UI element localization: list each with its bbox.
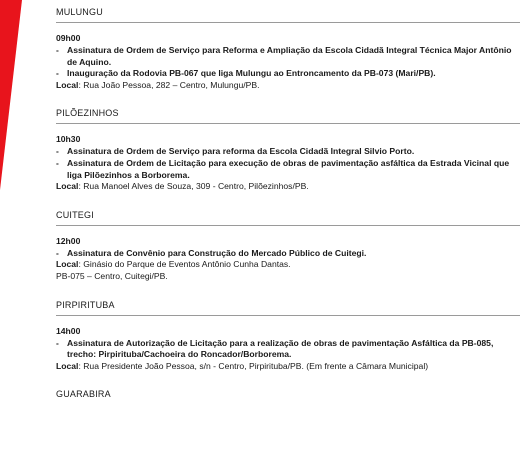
section-cuitegi — [56, 203, 520, 293]
list-item: - Assinatura de Autorização de Licitação para a realização de obras de pavimentação Asfáltica da PB-085, trecho: Pirpirituba/Cachoeira do Roncador/Borborema. — [56, 337, 494, 360]
list-item: - Assinatura de Ordem de Serviço para reforma da Escola Cidadã Integral Silvio Porto. — [56, 146, 415, 157]
city-heading: PILÕEZINHOS — [56, 108, 119, 119]
event-time: 12h00 — [56, 235, 81, 246]
city-heading: MULUNGU — [56, 7, 103, 17]
city-heading: PIRPIRITUBA — [56, 299, 115, 310]
section-pirpirituba — [56, 293, 520, 383]
schedule-document — [56, 0, 520, 404]
event-time: 14h00 — [56, 325, 81, 336]
list-item: - Assinatura de Convênio para Construção do Mercado Público de Cuitegi. — [56, 247, 367, 258]
event-location: Local: Rua Manoel Alves de Souza, 309 - Centro, Pilõezinhos/PB. — [56, 181, 309, 192]
event-location: Local: Ginásio do Parque de Eventos Antônio Cunha Dantas. — [56, 259, 291, 270]
event-time: 10h30 — [56, 134, 81, 145]
city-heading: GUARABIRA — [56, 389, 111, 400]
list-item: - Assinatura de Ordem de Serviço para Reforma e Ampliação da Escola Cidadã Integral Técnica Major Antônio de Aquino. — [56, 45, 512, 67]
event-location-line2: PB-075 – Centro, Cuitegi/PB. — [56, 270, 168, 281]
event-location: Local: Rua João Pessoa, 282 – Centro, Mulungu/PB. — [56, 79, 260, 90]
section-piloezinhos — [56, 101, 520, 202]
list-item: - Inauguração da Rodovia PB-067 que liga Mulungu ao Entroncamento da PB-073 (Mari/PB). — [56, 68, 436, 79]
event-location: Local: Rua Presidente João Pessoa, s/n - Centro, Pirpirituba/PB. (Em frente a Câmara Municipal) — [56, 360, 429, 371]
section-mulungu — [56, 0, 520, 101]
red-corner-graphic — [0, 0, 40, 200]
section-guarabira — [56, 382, 520, 404]
city-heading: CUITEGI — [56, 209, 94, 220]
event-time: 09h00 — [56, 33, 81, 43]
list-item: - Assinatura de Ordem de Licitação para execução de obras de pavimentação asfáltica da Estrada Vicinal que liga Pilõezinhos a Borborema. — [56, 157, 510, 180]
